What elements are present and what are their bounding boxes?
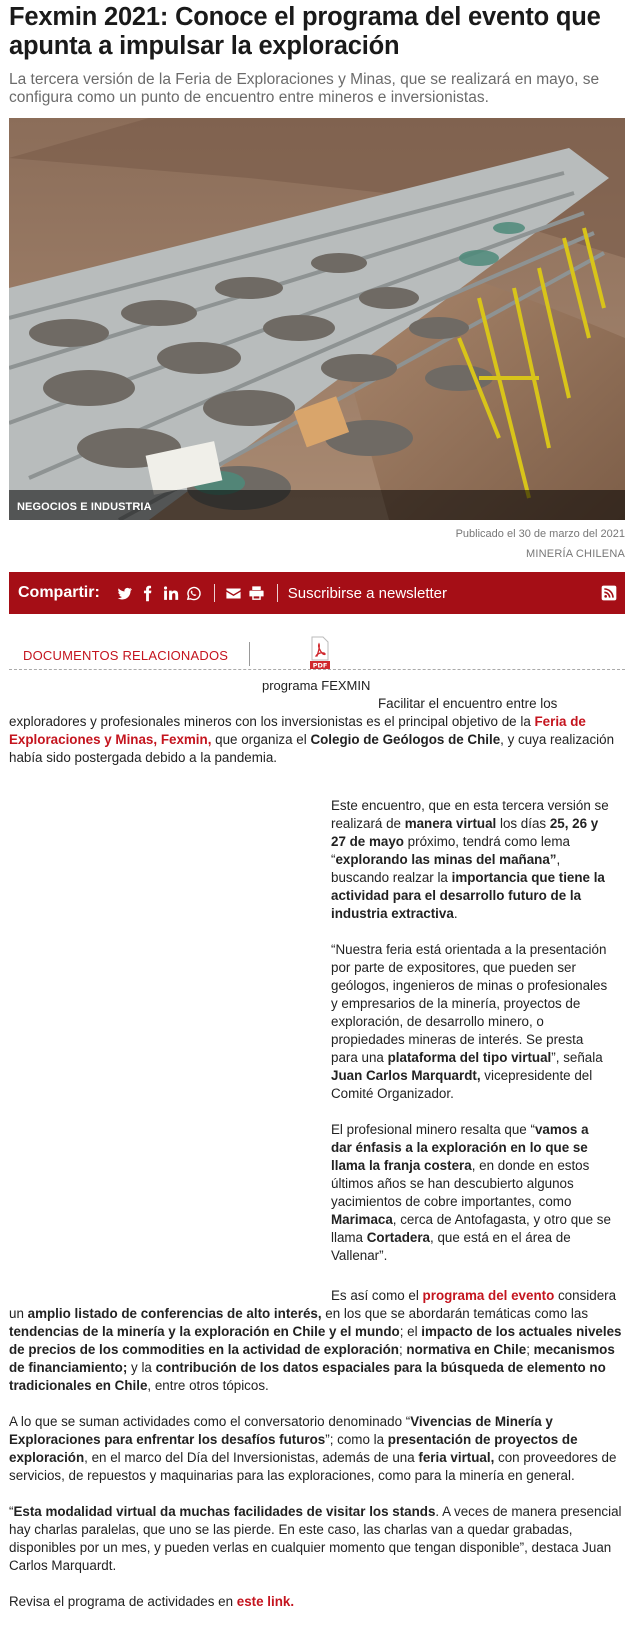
hero-image[interactable] [9, 118, 625, 520]
text: Revisa el programa de actividades en [9, 1594, 237, 1609]
article-title: Fexmin 2021: Conoce el programa del evento que apunta a impulsar la exploración [9, 3, 601, 60]
bold-text: Juan Carlos Marquardt, [331, 1068, 481, 1083]
article-subtitle: La tercera versión de la Feria de Exploraciones y Minas, que se realizará en mayo, se configura como un punto de encuentro entre mineros e inversionistas. [9, 71, 600, 106]
image-category[interactable]: NEGOCIOS E INDUSTRIA [17, 501, 152, 513]
whatsapp-icon[interactable] [185, 585, 202, 602]
article-source: MINERÍA CHILENA [526, 548, 625, 560]
text: . A veces de manera presencial hay charlas paralelas, que uno se las pierde. En este caso, las charlas van a quedar grabadas, disponibles por un mes, y pueden verlas en cualquier momento que tengan disponible”, destaca Juan Carlos Marquardt. [9, 1504, 622, 1573]
share-separator [214, 584, 215, 602]
svg-text:PDF: PDF [312, 661, 328, 670]
bold-text: plataforma del tipo virtual [387, 1050, 552, 1065]
text: vicepresidente del Comité Organizador. [331, 1068, 593, 1101]
paragraph-8 [9, 1593, 625, 1611]
linkedin-icon[interactable] [162, 585, 179, 602]
share-bar [9, 572, 625, 614]
bold-text: Vivencias de Minería y Exploraciones para enfrentar los desafíos futuros [9, 1414, 553, 1447]
text: ”, señala [551, 1050, 603, 1065]
email-icon[interactable] [225, 585, 242, 602]
right-column [331, 797, 611, 1265]
published-date: Publicado el 30 de marzo del 2021 [455, 528, 625, 540]
facebook-icon[interactable] [139, 585, 156, 602]
text: ”; como la [325, 1432, 388, 1447]
text: , que está en el área de Vallenar”. [331, 1230, 571, 1263]
bold-text: contribución de los datos espaciales para la búsqueda de elemento no tradicionales en Chile [9, 1360, 606, 1393]
bold-text: presentación de proyectos de exploración [9, 1432, 578, 1465]
tab-divider [249, 642, 250, 666]
bold-text: Cortadera [366, 1230, 430, 1245]
paragraph-3 [331, 941, 611, 1103]
core-trays-photo [9, 118, 625, 520]
bold-text: tendencias de la minería y la exploración en Chile y el mundo [9, 1324, 400, 1339]
fexmin-link[interactable]: Feria de Exploraciones y Minas, Fexmin, [9, 714, 586, 747]
newsletter-link[interactable]: Suscribirse a newsletter [287, 584, 448, 602]
paragraph-7 [9, 1503, 625, 1575]
paragraph-1 [9, 695, 625, 767]
document-file-label[interactable]: programa FEXMIN [262, 678, 371, 693]
text: ; el [399, 1324, 422, 1339]
bold-text: impacto de los actuales niveles de precios de los commodities en la actividad de exploración [9, 1324, 622, 1357]
text: ; [398, 1342, 407, 1357]
rss-icon[interactable] [601, 585, 617, 601]
bold-text: Marimaca [331, 1212, 393, 1227]
text: y la [127, 1360, 156, 1375]
paragraph-2 [331, 797, 611, 923]
text: los días [496, 816, 550, 831]
related-documents [9, 628, 625, 670]
bold-text: Colegio de Geólogos de Chile [310, 732, 501, 747]
share-separator [277, 584, 278, 602]
text: , y cuya realización había sido postergada debido a la pandemia. [9, 732, 615, 765]
print-icon[interactable] [248, 585, 265, 602]
bold-text: feria virtual, [418, 1450, 495, 1465]
bold-text: vamos a dar énfasis a la exploración en lo que se llama la franja costera [331, 1122, 589, 1173]
share-label: Compartir: [18, 584, 100, 601]
bold-text: explorando las minas del mañana” [335, 852, 557, 867]
bold-text: 25, 26 y 27 de mayo [331, 816, 599, 849]
text: , cerca de Antofagasta, y otro que se llama [331, 1212, 611, 1245]
pdf-icon[interactable] [309, 636, 331, 670]
text: ; [526, 1342, 534, 1357]
twitter-icon[interactable] [116, 585, 133, 602]
text: considera un [9, 1288, 617, 1321]
bold-text: importancia que tiene la actividad para el desarrollo futuro de la industria extractiva [331, 870, 605, 921]
text: , en donde en estos últimos años se han descubierto algunos yacimientos de cobre importantes, como [331, 1158, 590, 1209]
bold-text: amplio listado de conferencias de alto interés, [27, 1306, 322, 1321]
bold-text: mecanismos de financiamiento; [9, 1342, 615, 1375]
text: El profesional minero resalta que “ [331, 1122, 535, 1137]
paragraph-4 [331, 1121, 611, 1265]
text: que organiza el [211, 732, 311, 747]
tab-related-documents[interactable]: DOCUMENTOS RELACIONADOS [23, 648, 229, 663]
program-link[interactable]: programa del evento [422, 1288, 555, 1303]
text: , entre otros tópicos. [147, 1378, 269, 1393]
text: Este encuentro, que en esta tercera versión se realizará de [331, 798, 609, 831]
text: , en el marco del Día del Inversionistas, además de una [84, 1450, 419, 1465]
bold-text: Esta modalidad virtual da muchas facilidades de visitar los stands [13, 1504, 436, 1519]
text: Facilitar el encuentro entre los exploradores y profesionales mineros con los inversionistas es el principal objetivo de la [9, 696, 558, 729]
bold-text: manera virtual [404, 816, 497, 831]
text: A lo que se suman actividades como el conversatorio denominado “ [9, 1414, 411, 1429]
article-body [9, 695, 625, 1611]
text: en los que se abordarán temáticas como las [321, 1306, 589, 1321]
paragraph-6 [9, 1413, 625, 1485]
text: “ [9, 1504, 14, 1519]
bold-text: normativa en Chile [406, 1342, 527, 1357]
text: próximo, tendrá como lema “ [331, 834, 570, 867]
text: con proveedores de servicios, de repuestos y maquinarias para las exploraciones, como para la minería en general. [9, 1450, 617, 1483]
text: , buscando realzar la [331, 852, 561, 885]
paragraph-5 [9, 1287, 625, 1395]
text: . [453, 906, 458, 921]
text: Es así como el [331, 1288, 423, 1303]
activities-link[interactable]: este link. [236, 1594, 295, 1609]
text: “Nuestra feria está orientada a la presentación por parte de expositores, que pueden ser geólogos, ingenieros de minas o profesionales y empresarios de la minería, proyectos de exploración, de desarrollo minero, o propiedades mineras de interés. Se presta para una [331, 942, 608, 1065]
